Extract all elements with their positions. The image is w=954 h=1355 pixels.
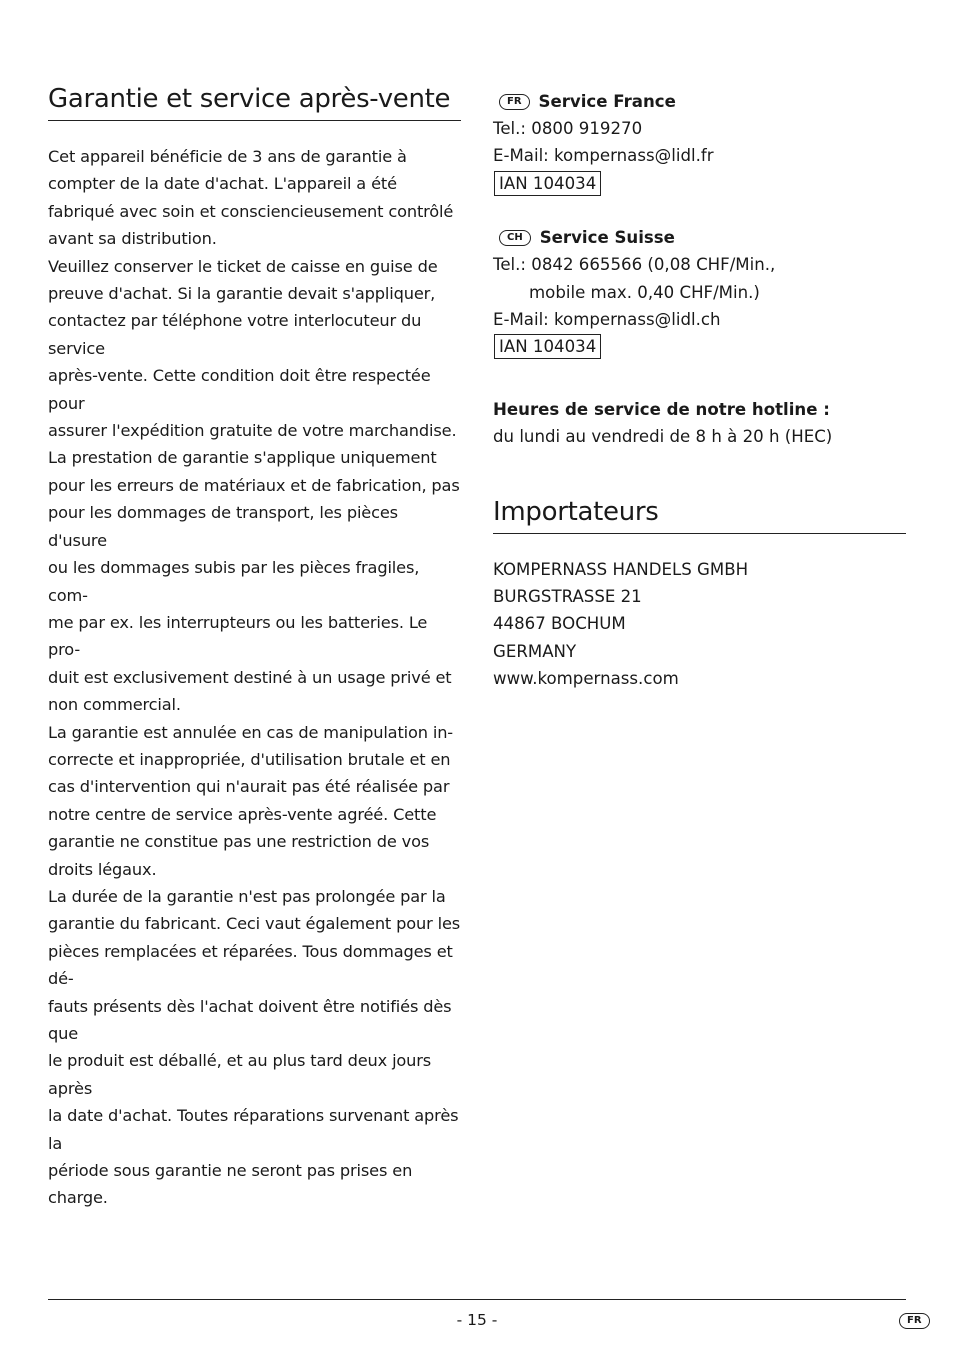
warranty-paragraph: La garantie est annulée en cas de manipulation in- correcte et inappropriée, d'utilisation brutale et en cas d'intervention qui n'aurait pas été réalisée par notre centre de service après-vente agréé. Cette garantie ne constitue pas une restriction de vos droits légaux. [48,722,453,879]
service-suisse-ian: IAN 104034 [494,334,601,359]
hotline [493,396,906,451]
footer-divider [48,1299,906,1300]
warranty-paragraph: La prestation de garantie s'applique uniquement pour les erreurs de matériaux et de fabrication, pas pour les dommages de transport, les pièces d'usure ou les dommages subis par les pièces fragiles, com- me par ex. les interrupteurs ou les batteries. Le pro- duit est exclusivement destiné à un usage privé et non commercial. [48,448,460,715]
warranty-section [48,82,461,1212]
service-france-email: E-Mail: kompernass@lidl.fr [493,146,714,166]
service-france-header [493,88,906,115]
service-france [493,88,906,197]
service-suisse-email: E-Mail: kompernass@lidl.ch [493,309,721,329]
importer-line: KOMPERNASS HANDELS GMBH [493,559,749,579]
warranty-paragraph: Veuillez conserver le ticket de caisse en guise de preuve d'achat. Si la garantie devait s'appliquer, contactez par téléphone votre interlocuteur du service après-vente. Cette condition doit être respectée pour assurer l'expédition gratuite de votre marchandise. [48,256,457,441]
service-suisse-name: Service Suisse [539,227,675,247]
importer-line: GERMANY [493,641,577,661]
service-suisse [493,224,906,361]
service-suisse-header [493,224,906,251]
importer-website: www.kompernass.com [493,669,679,689]
country-badge-fr: FR [499,94,530,110]
service-suisse-tel: Tel.: 0842 665566 (0,08 CHF/Min., [493,255,776,275]
importers-address [493,556,906,693]
service-france-ian: IAN 104034 [494,171,601,196]
warranty-paragraph: Cet appareil bénéficie de 3 ans de garantie à compter de la date d'achat. L'appareil a été fabriqué avec soin et consciencieusement contrôlé avant sa distribution. [48,147,454,249]
warranty-title: Garantie et service après-vente [48,82,461,121]
service-france-tel: Tel.: 0800 919270 [493,119,643,138]
warranty-text [48,143,461,1212]
importers-title: Importateurs [493,495,906,534]
footer-country-badge: FR [899,1313,930,1329]
country-badge-ch: CH [499,230,531,246]
importer-line: BURGSTRASSE 21 [493,586,642,606]
hotline-title: Heures de service de notre hotline : [493,399,830,419]
service-france-name: Service France [538,91,676,111]
contact-section [493,88,906,692]
warranty-paragraph: La durée de la garantie n'est pas prolongée par la garantie du fabricant. Ceci vaut également pour les pièces remplacées et réparées. Tous dommages et dé- fauts présents dès l'achat doivent être notifiés dès que le produit est déballé, et au plus tard deux jours après la date d'achat. Toutes réparations survenant après la période sous garantie ne seront pas prises en charge. [48,886,461,1208]
hotline-hours: du lundi au vendredi de 8 h à 20 h (HEC) [493,427,833,447]
service-suisse-tel-cont: mobile max. 0,40 CHF/Min.) [529,282,760,302]
importer-line: 44867 BOCHUM [493,614,626,634]
page-number: - 15 - [456,1311,498,1329]
